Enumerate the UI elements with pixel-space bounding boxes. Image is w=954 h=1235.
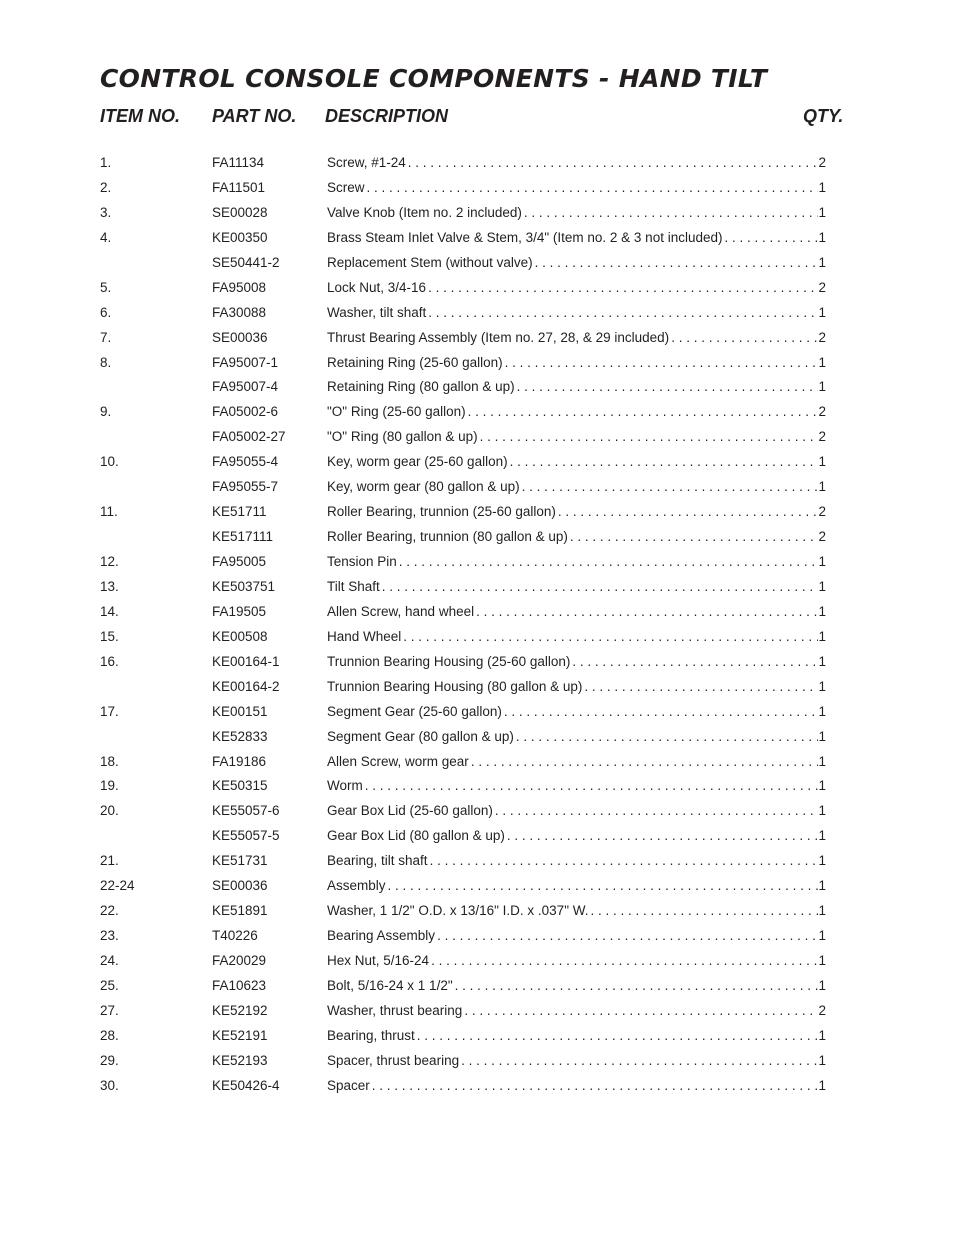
part-no: FA20029 bbox=[212, 953, 267, 968]
quantity: 2 bbox=[818, 504, 826, 520]
table-row bbox=[0, 302, 954, 327]
description: "O" Ring (80 gallon & up) bbox=[327, 429, 478, 445]
description-cell bbox=[327, 327, 826, 349]
description-cell bbox=[327, 975, 826, 997]
quantity: 1 bbox=[818, 928, 826, 944]
part-no: T40226 bbox=[212, 928, 258, 944]
table-row bbox=[0, 950, 954, 975]
description: Bearing, thrust bbox=[327, 1027, 415, 1043]
description-cell bbox=[327, 576, 826, 598]
description-cell bbox=[327, 1000, 826, 1022]
item-no: 18. bbox=[100, 753, 119, 769]
table-row bbox=[0, 800, 954, 825]
dot-leader bbox=[514, 726, 819, 748]
table-row bbox=[0, 227, 954, 252]
table-row bbox=[0, 327, 954, 352]
item-no: 2. bbox=[100, 179, 112, 195]
item-no: 15. bbox=[100, 628, 119, 644]
quantity: 1 bbox=[818, 753, 826, 769]
description-cell bbox=[327, 451, 826, 473]
description-cell bbox=[327, 202, 826, 224]
description: Key, worm gear (80 gallon & up) bbox=[327, 479, 520, 495]
dot-leader bbox=[474, 601, 818, 623]
dot-leader bbox=[533, 252, 819, 274]
header-description: DESCRIPTION bbox=[325, 106, 449, 126]
dot-leader bbox=[386, 875, 819, 897]
item-no: 4. bbox=[100, 229, 112, 245]
part-no: KE52193 bbox=[212, 1052, 268, 1068]
dot-leader bbox=[556, 501, 819, 523]
part-no: SE50441-2 bbox=[212, 254, 280, 270]
item-no: 17. bbox=[100, 703, 119, 719]
quantity: 2 bbox=[818, 529, 826, 545]
quantity: 1 bbox=[818, 728, 826, 744]
table-row bbox=[0, 277, 954, 302]
part-no: FA11501 bbox=[212, 179, 266, 195]
table-row bbox=[0, 451, 954, 476]
quantity: 1 bbox=[818, 554, 826, 569]
table-row bbox=[0, 701, 954, 726]
table-row bbox=[0, 177, 954, 202]
quantity: 1 bbox=[818, 479, 826, 495]
description-cell bbox=[327, 775, 826, 797]
dot-leader bbox=[522, 202, 819, 224]
description: Assembly bbox=[327, 878, 386, 894]
item-no: 20. bbox=[100, 803, 119, 819]
item-no: 1. bbox=[100, 155, 112, 170]
description: Brass Steam Inlet Valve & Stem, 3/4" (Item no. 2 & 3 not included) bbox=[327, 229, 723, 245]
description-cell bbox=[327, 227, 826, 249]
part-no: KE55057-6 bbox=[212, 803, 280, 819]
part-no: FA95005 bbox=[212, 554, 267, 569]
header-qty: QTY. bbox=[803, 106, 844, 126]
item-no: 30. bbox=[100, 1077, 119, 1093]
description: Washer, 1 1/2" O.D. x 13/16" I.D. x .037" W. bbox=[327, 903, 589, 919]
quantity: 1 bbox=[818, 878, 826, 894]
item-no: 23. bbox=[100, 928, 119, 944]
description: Tilt Shaft bbox=[327, 578, 380, 594]
part-no: FA19505 bbox=[212, 603, 267, 619]
description-cell bbox=[327, 925, 826, 947]
item-no: 5. bbox=[100, 279, 112, 295]
item-no: 3. bbox=[100, 204, 112, 220]
description: Roller Bearing, trunnion (80 gallon & up) bbox=[327, 529, 568, 545]
item-no: 10. bbox=[100, 454, 119, 470]
dot-leader bbox=[401, 626, 818, 648]
dot-leader bbox=[466, 401, 819, 423]
dot-leader bbox=[520, 476, 819, 498]
table-row bbox=[0, 726, 954, 751]
dot-leader bbox=[406, 152, 819, 174]
part-no: FA95008 bbox=[212, 279, 267, 295]
part-no: FA95055-4 bbox=[212, 454, 279, 470]
dot-leader bbox=[588, 900, 818, 922]
item-no: 13. bbox=[100, 578, 119, 594]
quantity: 1 bbox=[818, 379, 826, 395]
quantity: 1 bbox=[818, 304, 826, 320]
part-no: KE55057-5 bbox=[212, 828, 280, 844]
quantity: 1 bbox=[818, 254, 826, 270]
part-no: KE51891 bbox=[212, 903, 268, 919]
table-row bbox=[0, 676, 954, 701]
header-part-no: PART NO. bbox=[212, 106, 297, 126]
description-cell bbox=[327, 825, 826, 847]
table-row bbox=[0, 501, 954, 526]
quantity: 1 bbox=[818, 354, 826, 370]
dot-leader bbox=[370, 1075, 819, 1097]
description: Key, worm gear (25-60 gallon) bbox=[327, 454, 508, 470]
part-no: KE52833 bbox=[212, 728, 268, 744]
description: Valve Knob (Item no. 2 included) bbox=[327, 204, 522, 220]
description-cell bbox=[327, 526, 826, 548]
quantity: 1 bbox=[818, 454, 826, 470]
part-no: KE51731 bbox=[212, 853, 268, 869]
table-row bbox=[0, 875, 954, 900]
table-row bbox=[0, 925, 954, 950]
table-row bbox=[0, 376, 954, 401]
table-row bbox=[0, 476, 954, 501]
description: Spacer, thrust bearing bbox=[327, 1052, 460, 1068]
description-cell bbox=[327, 476, 826, 498]
description-cell bbox=[327, 426, 826, 448]
dot-leader bbox=[669, 327, 818, 349]
description: Hex Nut, 5/16-24 bbox=[327, 953, 430, 968]
page-title: CONTROL CONSOLE COMPONENTS - HAND TILT bbox=[100, 64, 768, 93]
description: Segment Gear (25-60 gallon) bbox=[327, 703, 502, 719]
table-row bbox=[0, 825, 954, 850]
description: Tension Pin bbox=[327, 554, 397, 569]
description: Washer, tilt shaft bbox=[327, 304, 427, 320]
dot-leader bbox=[505, 825, 819, 847]
description-cell bbox=[327, 501, 826, 523]
description-cell bbox=[327, 1050, 826, 1072]
part-no: FA05002-27 bbox=[212, 429, 286, 445]
dot-leader bbox=[435, 925, 818, 947]
dot-leader bbox=[397, 551, 819, 573]
description-cell bbox=[327, 1075, 826, 1097]
quantity: 2 bbox=[818, 429, 826, 445]
quantity: 1 bbox=[818, 678, 826, 694]
part-no: FA10623 bbox=[212, 977, 267, 993]
part-no: FA05002-6 bbox=[212, 404, 279, 420]
description: Retaining Ring (25-60 gallon) bbox=[327, 354, 503, 370]
dot-leader bbox=[426, 277, 818, 299]
table-row bbox=[0, 775, 954, 800]
description: Trunnion Bearing Housing (25-60 gallon) bbox=[327, 653, 571, 669]
part-no: KE503751 bbox=[212, 578, 276, 594]
part-no: FA19186 bbox=[212, 753, 267, 769]
table-row bbox=[0, 1000, 954, 1025]
description: Screw, #1-24 bbox=[327, 155, 406, 170]
quantity: 2 bbox=[818, 155, 826, 170]
quantity: 1 bbox=[818, 778, 826, 794]
part-no: KE517111 bbox=[212, 529, 274, 545]
table-row bbox=[0, 426, 954, 451]
description: Bearing Assembly bbox=[327, 928, 436, 944]
table-row bbox=[0, 1075, 954, 1100]
item-no: 11. bbox=[100, 504, 118, 520]
dot-leader bbox=[429, 950, 818, 972]
dot-leader bbox=[722, 227, 818, 249]
description: Washer, thrust bearing bbox=[327, 1002, 463, 1018]
quantity: 1 bbox=[818, 578, 826, 594]
item-no: 28. bbox=[100, 1027, 119, 1043]
part-no: FA95055-7 bbox=[212, 479, 279, 495]
quantity: 2 bbox=[818, 329, 826, 345]
description-cell bbox=[327, 676, 826, 698]
description: Worm bbox=[327, 778, 363, 794]
quantity: 1 bbox=[818, 204, 826, 220]
description: Gear Box Lid (25-60 gallon) bbox=[327, 803, 493, 819]
dot-leader bbox=[469, 751, 819, 773]
description-cell bbox=[327, 726, 826, 748]
quantity: 1 bbox=[818, 229, 826, 245]
description: Lock Nut, 3/4-16 bbox=[327, 279, 427, 295]
item-no: 27. bbox=[100, 1002, 119, 1018]
table-row bbox=[0, 576, 954, 601]
dot-leader bbox=[415, 1025, 819, 1047]
column-headers bbox=[0, 106, 954, 130]
description-cell bbox=[327, 1025, 826, 1047]
header-item-no: ITEM NO. bbox=[100, 106, 180, 126]
description-cell bbox=[327, 875, 826, 897]
dot-leader bbox=[365, 177, 819, 199]
description-cell bbox=[327, 302, 826, 324]
dot-leader bbox=[570, 651, 818, 673]
quantity: 1 bbox=[818, 628, 826, 644]
part-no: KE00151 bbox=[212, 703, 268, 719]
description: Gear Box Lid (80 gallon & up) bbox=[327, 828, 505, 844]
part-no: KE52191 bbox=[212, 1027, 268, 1043]
item-no: 12. bbox=[100, 554, 119, 569]
description: Bearing, tilt shaft bbox=[327, 853, 428, 869]
item-no: 29. bbox=[100, 1052, 119, 1068]
quantity: 1 bbox=[818, 953, 826, 968]
description-cell bbox=[327, 900, 826, 922]
part-no: KE50426-4 bbox=[212, 1077, 280, 1093]
dot-leader bbox=[462, 1000, 818, 1022]
item-no: 22. bbox=[100, 903, 119, 919]
quantity: 1 bbox=[818, 1027, 826, 1043]
description: Roller Bearing, trunnion (25-60 gallon) bbox=[327, 504, 556, 520]
quantity: 1 bbox=[818, 1052, 826, 1068]
table-row bbox=[0, 751, 954, 776]
quantity: 1 bbox=[818, 603, 826, 619]
part-no: SE00036 bbox=[212, 878, 268, 894]
description: Screw bbox=[327, 179, 365, 195]
dot-leader bbox=[568, 526, 819, 548]
dot-leader bbox=[380, 576, 819, 598]
part-no: FA11134 bbox=[212, 155, 265, 170]
item-no: 24. bbox=[100, 953, 119, 968]
part-no: KE00164-1 bbox=[212, 653, 280, 669]
item-no: 7. bbox=[100, 329, 112, 345]
description: Bolt, 5/16-24 x 1 1/2" bbox=[327, 977, 453, 993]
description-cell bbox=[327, 751, 826, 773]
quantity: 1 bbox=[818, 703, 826, 719]
description-cell bbox=[327, 551, 826, 573]
table-row bbox=[0, 1025, 954, 1050]
description-cell bbox=[327, 376, 826, 398]
table-row bbox=[0, 850, 954, 875]
table-row bbox=[0, 551, 954, 576]
part-no: KE00508 bbox=[212, 628, 268, 644]
part-no: FA95007-1 bbox=[212, 354, 279, 370]
table-row bbox=[0, 152, 954, 177]
item-no: 14. bbox=[100, 603, 119, 619]
description-cell bbox=[327, 277, 826, 299]
item-no: 16. bbox=[100, 653, 119, 669]
table-row bbox=[0, 651, 954, 676]
quantity: 2 bbox=[818, 279, 826, 295]
description-cell bbox=[327, 850, 826, 872]
table-row bbox=[0, 601, 954, 626]
quantity: 1 bbox=[818, 653, 826, 669]
quantity: 1 bbox=[818, 828, 826, 844]
dot-leader bbox=[428, 850, 819, 872]
description: Retaining Ring (80 gallon & up) bbox=[327, 379, 515, 395]
dot-leader bbox=[515, 376, 819, 398]
part-no: KE00164-2 bbox=[212, 678, 280, 694]
quantity: 1 bbox=[818, 803, 826, 819]
quantity: 2 bbox=[818, 404, 826, 420]
table-row bbox=[0, 252, 954, 277]
dot-leader bbox=[453, 975, 819, 997]
dot-leader bbox=[478, 426, 819, 448]
table-row bbox=[0, 626, 954, 651]
item-no: 6. bbox=[100, 304, 112, 320]
part-no: FA95007-4 bbox=[212, 379, 279, 395]
quantity: 2 bbox=[818, 1002, 826, 1018]
description-cell bbox=[327, 800, 826, 822]
table-row bbox=[0, 1050, 954, 1075]
part-no: FA30088 bbox=[212, 304, 267, 320]
part-no: SE00028 bbox=[212, 204, 268, 220]
dot-leader bbox=[493, 800, 819, 822]
description-cell bbox=[327, 401, 826, 423]
part-no: SE00036 bbox=[212, 329, 268, 345]
dot-leader bbox=[502, 701, 819, 723]
description: Spacer bbox=[327, 1077, 370, 1093]
parts-list bbox=[0, 152, 954, 1100]
quantity: 1 bbox=[818, 903, 826, 919]
table-row bbox=[0, 526, 954, 551]
description: Replacement Stem (without valve) bbox=[327, 254, 533, 270]
dot-leader bbox=[363, 775, 819, 797]
description: Allen Screw, worm gear bbox=[327, 753, 469, 769]
description-cell bbox=[327, 701, 826, 723]
dot-leader bbox=[582, 676, 818, 698]
part-no: KE00350 bbox=[212, 229, 268, 245]
description: Thrust Bearing Assembly (Item no. 27, 28, & 29 included) bbox=[327, 329, 670, 345]
item-no: 25. bbox=[100, 977, 119, 993]
description: Trunnion Bearing Housing (80 gallon & up) bbox=[327, 678, 583, 694]
table-row bbox=[0, 900, 954, 925]
description: Allen Screw, hand wheel bbox=[327, 603, 475, 619]
description: "O" Ring (25-60 gallon) bbox=[327, 404, 466, 420]
part-no: KE50315 bbox=[212, 778, 268, 794]
quantity: 1 bbox=[818, 179, 826, 195]
item-no: 19. bbox=[100, 778, 119, 794]
table-row bbox=[0, 975, 954, 1000]
item-no: 8. bbox=[100, 354, 112, 370]
description-cell bbox=[327, 601, 826, 623]
description-cell bbox=[327, 626, 826, 648]
item-no: 9. bbox=[100, 404, 112, 420]
dot-leader bbox=[508, 451, 819, 473]
dot-leader bbox=[459, 1050, 818, 1072]
description-cell bbox=[327, 252, 826, 274]
description: Segment Gear (80 gallon & up) bbox=[327, 728, 514, 744]
table-row bbox=[0, 401, 954, 426]
part-no: KE51711 bbox=[212, 504, 267, 520]
description: Hand Wheel bbox=[327, 628, 402, 644]
description-cell bbox=[327, 152, 826, 174]
item-no: 22-24 bbox=[100, 878, 135, 894]
dot-leader bbox=[503, 352, 819, 374]
table-row bbox=[0, 202, 954, 227]
dot-leader bbox=[426, 302, 818, 324]
description-cell bbox=[327, 950, 826, 972]
quantity: 1 bbox=[818, 853, 826, 869]
description-cell bbox=[327, 352, 826, 374]
quantity: 1 bbox=[818, 1077, 826, 1093]
quantity: 1 bbox=[818, 977, 826, 993]
part-no: KE52192 bbox=[212, 1002, 268, 1018]
description-cell bbox=[327, 651, 826, 673]
item-no: 21. bbox=[100, 853, 119, 869]
table-row bbox=[0, 352, 954, 377]
description-cell bbox=[327, 177, 826, 199]
